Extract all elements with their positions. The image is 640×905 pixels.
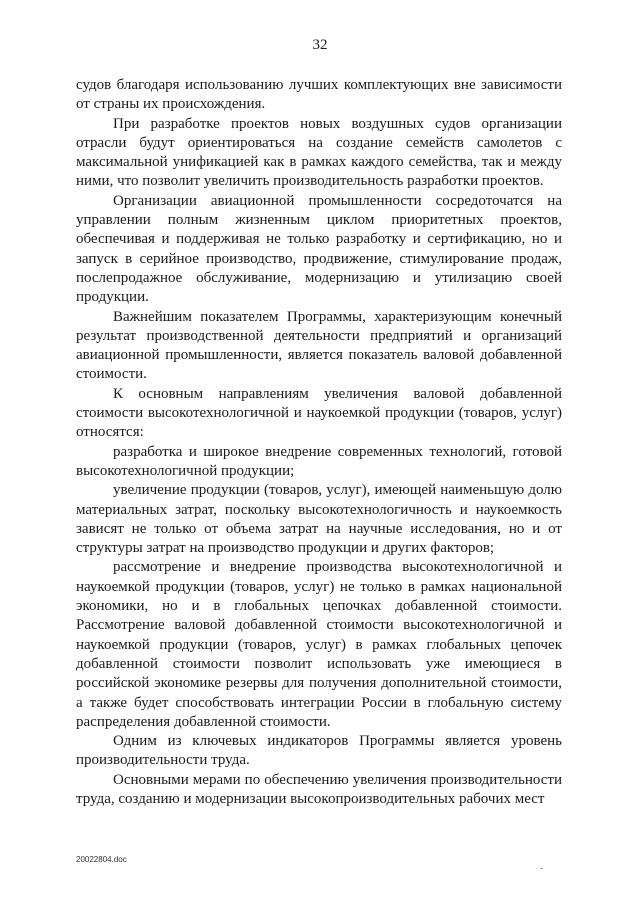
paragraph-continuation: судов благодаря использованию лучших комплектующих вне зависимости от страны их происхождения.: [76, 77, 562, 113]
list-item-technology-development: разработка и широкое внедрение современных технологий, готовой высокотехнологичной продукции;: [76, 443, 562, 479]
paragraph-key-indicator: Важнейшим показателем Программы, характеризующим конечный результат производственной деятельности предприятий и организаций авиационной промышленности, является показатель валовой добавленной стоимости.: [76, 308, 562, 383]
paragraph-lifecycle-management: Организации авиационной промышленности сосредоточатся на управлении полным жизненным циклом приоритетных проектов, обеспечивая и поддерживая не только разработку и сертификацию, но и запуск в серийное производство, продвижение, стимулирование продаж, послепродажное обслуживание, модернизацию и утилизацию своей продукции.: [76, 192, 562, 306]
paragraph-productivity-measures: Основными мерами по обеспечению увеличения производительности труда, созданию и модернизации высокопроизводительных рабочих мест: [76, 771, 562, 807]
paragraph-main-directions: К основным направлениям увеличения валовой добавленной стоимости высокотехнологичной и наукоемкой продукции (товаров, услуг) относятся:: [76, 385, 562, 441]
paragraph-labor-productivity: Одним из ключевых индикаторов Программы является уровень производительности труда.: [76, 733, 562, 769]
document-filename: 20022804.doc: [76, 855, 127, 864]
list-item-material-costs: увеличение продукции (товаров, услуг), имеющей наименьшую долю материальных затрат, поскольку высокотехнологичность и наукоемкость зависят не только от объема затрат на научные исследования, но и от структуры затрат на производство продукции и других факторов;: [76, 482, 562, 557]
page-number: 32: [312, 37, 328, 53]
paragraph-aircraft-families: При разработке проектов новых воздушных судов организации отрасли будут ориентироваться на создание семейств самолетов с максимальной унификацией как в рамках каждого семейства, так и между ними, что позволит увеличить производительность разработки проектов.: [76, 115, 562, 190]
list-item-global-value-chains: рассмотрение и внедрение производства высокотехнологичной и наукоемкой продукции (товаров, услуг) не только в рамках национальной экономики, но и в глобальных цепочках добавленной стоимости. Рассмотрение валовой добавленной стоимости высокотехнологичной и наукоемкой продукции (товаров, услуг) в рамках глобальных цепочек добавленной стоимости позволит использовать уже имеющиеся в российской экономике резервы для получения дополнительной стоимости, а также будет способствовать интеграции России в глобальную систему распределения добавленной стоимости.: [76, 559, 562, 730]
scan-artifact: [540, 868, 543, 869]
document-body: [76, 76, 562, 809]
